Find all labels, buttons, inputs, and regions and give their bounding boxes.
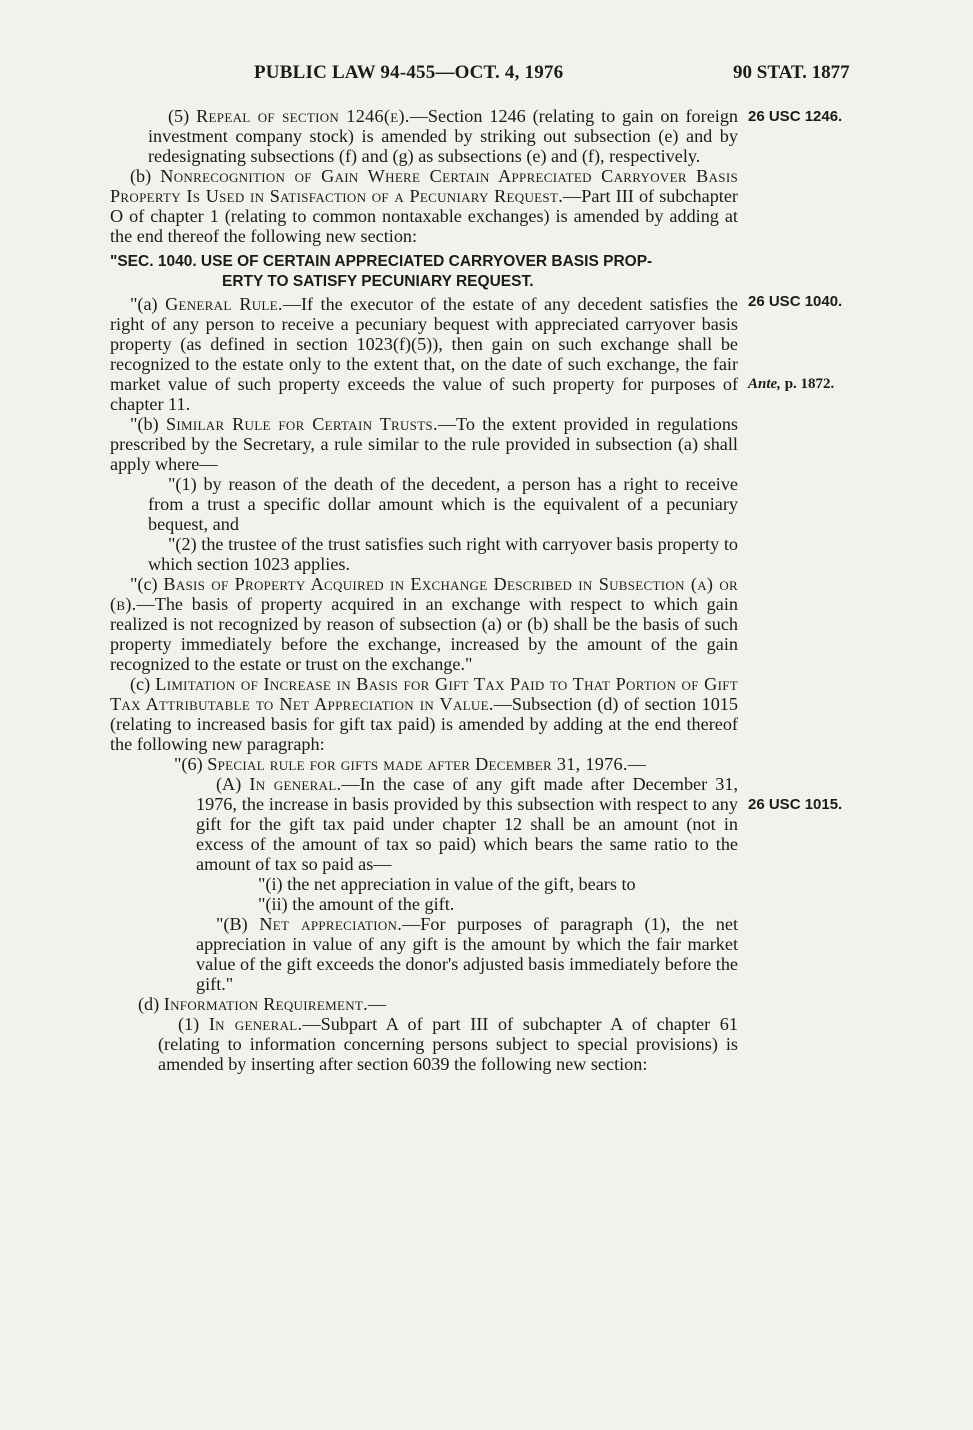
statute-page-number: 90 STAT. 1877 [733,62,850,83]
a-heading: General Rule. [165,294,283,314]
subsection-c-limitation [110,674,738,754]
section-heading-line1: "SEC. 1040. USE OF CERTAIN APPRECIATED CARRYOVER BASIS PROP- [110,253,653,270]
pc-heading: Limitation of Increase in Basis for Gift Tax Paid to That Portion of Gift Tax Attributable to Net Appreciation in Value. [110,674,738,714]
d1-body: —Subpart A of part III of subchapter A of chapter 61 (relating to information concerning persons subject to special provisions) is amended by inserting after section 6039 the following new section: [158,1014,738,1074]
paragraph-5 [110,106,738,166]
A-heading: In general. [249,774,342,794]
p5-label: (5) [168,106,197,126]
a-label: "(a) [130,294,166,314]
c-label: "(c) [130,574,164,594]
margin-note-1040: 26 USC 1040. [748,293,843,310]
p6-label: "(6) [174,754,208,774]
subsection-d-heading [110,994,738,1014]
paragraph-b2: "(2) the trustee of the trust satisfies such right with carryover basis property to which section 1023 applies. [148,534,738,574]
B-heading: Net appreciation. [259,914,403,934]
B-label: "(B) [216,914,260,934]
subsection-a-general-rule [110,294,738,414]
c-heading: Basis of Property Acquired in Exchange Described in Subsection (a) or (b). [110,574,738,614]
clause-ii: "(ii) the amount of the gift. [258,894,455,914]
p5-heading: Repeal of section 1246(e). [196,106,410,126]
c-body: —The basis of property acquired in an exchange with respect to which gain realized is not recognized by reason of subsection (a) or (b) shall be the basis of such property immediately before the exchange, increased by the amount of the gain recognized to the estate or trust on the exchange." [110,594,738,674]
pb-label: (b) [130,166,161,186]
A-label: (A) [216,774,250,794]
p5-body: —Section 1246 (relating to gain on foreign investment company stock) is amended by striking out subsection (e) and by redesignating subsections (f) and (g) as subsections (e) and (f), respectively. [148,106,739,166]
d1-label: (1) [178,1014,209,1034]
margin-note-ante-italic: Ante, [748,376,781,392]
a-body: —If the executor of the estate of any decedent satisfies the right of any person to receive a pecuniary bequest with appreciated carryover basis property (as defined in section 1023(f)(5)), then gain on such exchange shall be recognized to the estate only to the extent that, on the date of such exchange, the fair market value of such property exceeds the value of such property for purposes of chapter 11. [110,294,738,414]
A-body: —In the case of any gift made after December 31, 1976, the increase in basis provided by this subsection with respect to any gift for the gift tax paid under chapter 12 shall be an amount (not in excess of the amount of tax so paid) which bears the same ratio to the amount of tax so paid as— [196,774,739,874]
margin-note-1246: 26 USC 1246. [748,108,843,125]
subparagraph-B [110,914,738,994]
pd-dash: — [367,994,387,1014]
pc-label: (c) [130,674,156,694]
pb-heading: Nonrecognition of Gain Where Certain Appreciated Carryover Basis Property Is Used in Satisfaction of a Pecuniary Request. [110,166,738,206]
clause-i: "(i) the net appreciation in value of the gift, bears to [258,874,636,894]
section-1040-heading [110,252,738,292]
subsection-b-similar-rule [110,414,738,474]
margin-note-ante [748,376,834,393]
subsection-c-basis [110,574,738,674]
b-label: "(b) [130,414,166,434]
running-head: PUBLIC LAW 94-455—OCT. 4, 1976 [254,62,564,83]
pb-body: —Part III of subchapter O of chapter 1 (relating to common nontaxable exchanges) is amended by adding at the end thereof the following new section: [110,186,738,246]
d1-heading: In general. [208,1014,303,1034]
B-body: —For purposes of paragraph (1), the net appreciation in value of any gift is the amount by which the fair market value of the gift exceeds the donor's adjusted basis immediately before the gift." [196,914,738,994]
p6-dash: — [627,754,646,774]
paragraph-b1: "(1) by reason of the death of the decedent, a person has a right to receive from a trust a specific dollar amount which is the equivalent of a pecuniary bequest, and [148,474,738,534]
margin-note-1015: 26 USC 1015. [748,796,843,813]
body-text [110,106,738,1074]
subsection-b [110,166,738,246]
subparagraph-A [110,774,738,874]
section-heading-line2: ERTY TO SATISFY PECUNIARY REQUEST. [222,273,534,290]
paragraph-d1 [110,1014,738,1074]
pd-heading: Information Requirement. [163,994,368,1014]
b-heading: Similar Rule for Certain Trusts. [166,414,438,434]
b-body: —To the extent provided in regulations prescribed by the Secretary, a rule similar to the rule provided in subsection (a) shall apply where— [110,414,738,474]
paragraph-6-heading [110,754,738,774]
pc-body: —Subsection (d) of section 1015 (relating to increased basis for gift tax paid) is amended by adding at the end thereof the following new paragraph: [110,694,738,754]
margin-note-ante-page: p. 1872. [780,376,835,392]
pd-label: (d) [138,994,164,1014]
p6-heading: Special rule for gifts made after December 31, 1976. [207,754,628,774]
